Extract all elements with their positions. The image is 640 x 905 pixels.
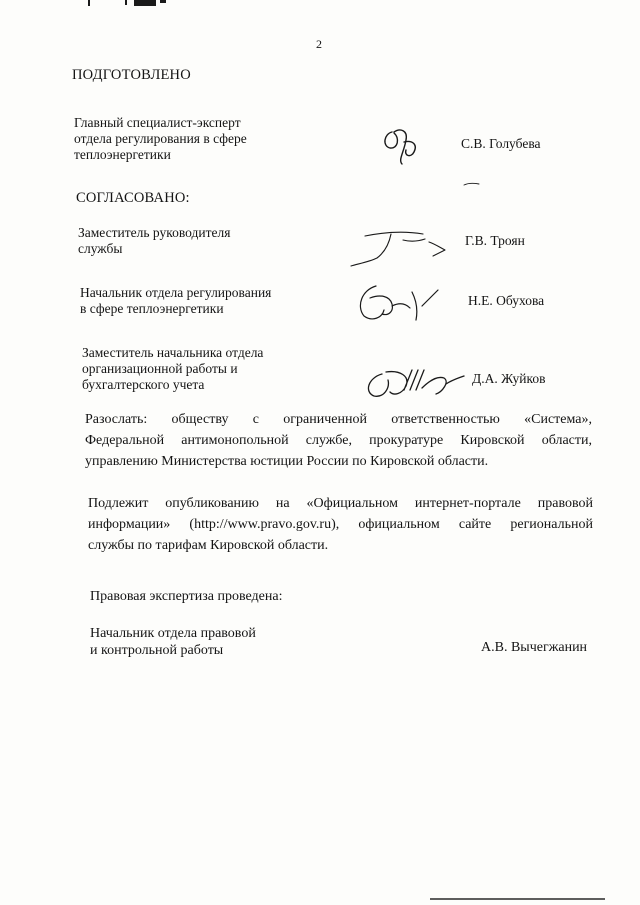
distribution-line: Разослать: обществу с ограниченной ответственностью «Система», — [85, 412, 592, 427]
legal-review-position — [90, 625, 256, 659]
approved-signer-name: Д.А. Жуйков — [472, 371, 546, 386]
position-line: Начальник отдела правовой — [90, 626, 256, 641]
publication-line: Подлежит опубликованию на «Официальном интернет-портале правовой — [88, 496, 593, 511]
prepared-name: С.В. Голубева — [461, 136, 541, 151]
position-line: и контрольной работы — [90, 643, 224, 658]
approved-signer-position — [82, 345, 263, 393]
position-line: Начальник отдела регулирования — [80, 285, 272, 300]
position-line: теплоэнергетики — [74, 147, 171, 162]
position-line: организационной работы и — [82, 361, 238, 376]
approved-heading: СОГЛАСОВАНО: — [76, 190, 190, 206]
position-line: Главный специалист-эксперт — [74, 115, 241, 130]
signature — [360, 362, 470, 404]
signature — [378, 122, 428, 168]
publication-line: службы по тарифам Кировской области. — [88, 538, 329, 553]
page-number: 2 — [316, 37, 322, 51]
prepared-position — [74, 115, 247, 163]
scan-mark — [160, 0, 166, 3]
prepared-heading: ПОДГОТОВЛЕНО — [72, 67, 191, 83]
signature — [345, 222, 455, 272]
legal-review-text: Правовая экспертиза проведена: — [90, 589, 283, 604]
publication-line: информации» (http://www.pravo.gov.ru), официальном сайте региональной — [88, 517, 593, 532]
publication-paragraph — [88, 493, 593, 556]
scan-mark — [430, 898, 605, 900]
distribution-paragraph — [85, 409, 592, 472]
scan-mark — [88, 0, 90, 6]
distribution-line: управлению Министерства юстиции России по Кировской области. — [85, 454, 489, 469]
distribution-line: Федеральной антимонопольной службе, прокуратуре Кировской области, — [85, 433, 592, 448]
scan-mark — [134, 0, 156, 6]
position-line: службы — [78, 241, 123, 256]
position-line: отдела регулирования в сфере — [74, 131, 247, 146]
approved-signer-name: Н.Е. Обухова — [468, 293, 545, 308]
approved-signer-position — [78, 225, 230, 257]
approved-signer-position — [80, 285, 271, 317]
scan-mark — [462, 180, 482, 188]
approved-signer-name: Г.В. Троян — [465, 233, 525, 248]
position-line: Заместитель начальника отдела — [82, 345, 264, 360]
position-line: в сфере теплоэнергетики — [80, 301, 224, 316]
signature — [352, 276, 442, 326]
position-line: бухгалтерского учета — [82, 377, 205, 392]
position-line: Заместитель руководителя — [78, 225, 231, 240]
scan-mark — [125, 0, 127, 5]
legal-review-name: А.В. Вычегжанин — [481, 640, 588, 655]
